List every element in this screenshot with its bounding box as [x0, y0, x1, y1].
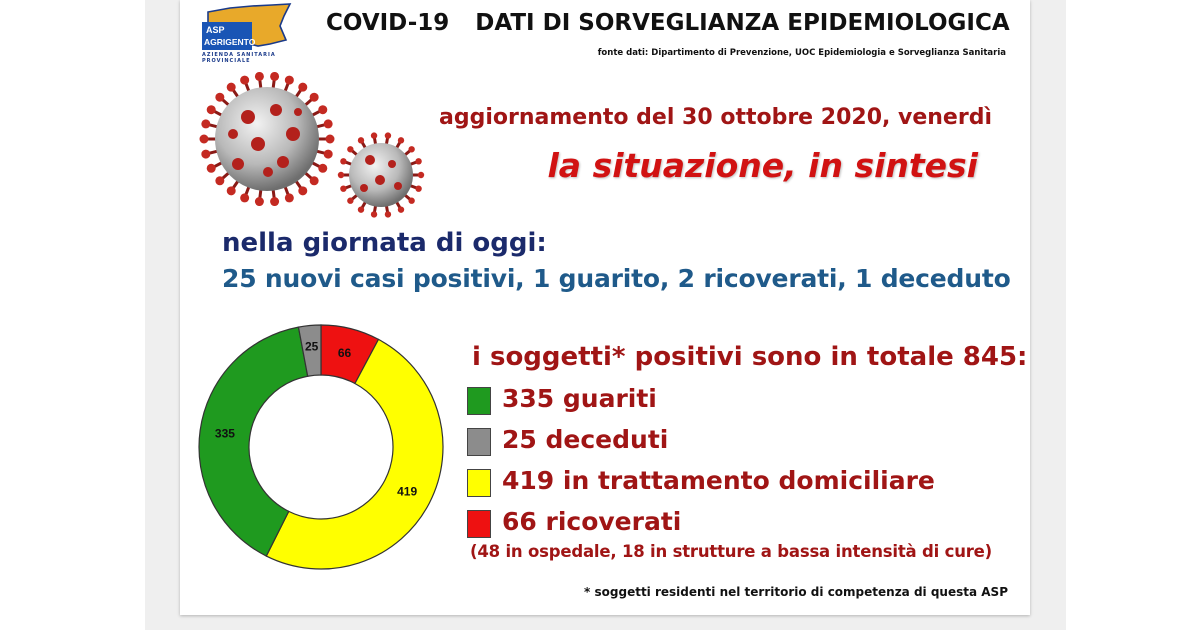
- data-label: 66: [337, 345, 352, 360]
- headline: la situazione, in sintesi: [547, 146, 978, 185]
- data-source: fonte dati: Dipartimento di Prevenzione, UOC Epidemiologia e Sorveglianza Sanitaria: [597, 48, 1006, 58]
- today-summary: 25 nuovi casi positivi, 1 guarito, 2 ricoverati, 1 deceduto: [222, 264, 1011, 293]
- hospital-detail: (48 in ospedale, 18 in strutture a bassa intensità di cure): [470, 542, 993, 561]
- sicily-map-icon: [200, 2, 295, 54]
- asp-logo: [200, 2, 295, 64]
- coronavirus-icon: [198, 72, 336, 206]
- doughnut-chart: [196, 316, 446, 578]
- legend-swatch: [467, 510, 491, 538]
- data-label: 335: [214, 426, 235, 441]
- today-label: nella giornata di oggi:: [222, 228, 547, 258]
- page-title: [326, 10, 1010, 36]
- title-covid: COVID-19: [326, 10, 450, 36]
- logo-line1: ASP: [206, 25, 225, 35]
- logo-line2: AGRIGENTO: [204, 37, 256, 47]
- data-label: 419: [397, 484, 418, 499]
- legend-label: 25 deceduti: [502, 425, 669, 454]
- left-margin: [0, 0, 145, 630]
- right-margin: [1066, 0, 1200, 630]
- slide: [180, 0, 1030, 615]
- legend-label: 419 in trattamento domiciliare: [502, 466, 935, 495]
- logo-tagline: AZIENDA SANITARIA PROVINCIALE: [202, 52, 276, 64]
- legend-label: 335 guariti: [502, 384, 657, 413]
- legend-swatch: [467, 469, 491, 497]
- legend-swatch: [467, 387, 491, 415]
- legend-swatch: [467, 428, 491, 456]
- footnote: * soggetti residenti nel territorio di competenza di questa ASP: [584, 585, 1008, 599]
- update-date: aggiornamento del 30 ottobre 2020, venerdì: [439, 105, 992, 130]
- title-main: DATI DI SORVEGLIANZA EPIDEMIOLOGICA: [475, 10, 1010, 36]
- data-label: 25: [304, 339, 319, 354]
- total-positives: i soggetti* positivi sono in totale 845:: [472, 342, 1028, 372]
- legend-label: 66 ricoverati: [502, 507, 682, 536]
- coronavirus-small-icon: [336, 130, 426, 220]
